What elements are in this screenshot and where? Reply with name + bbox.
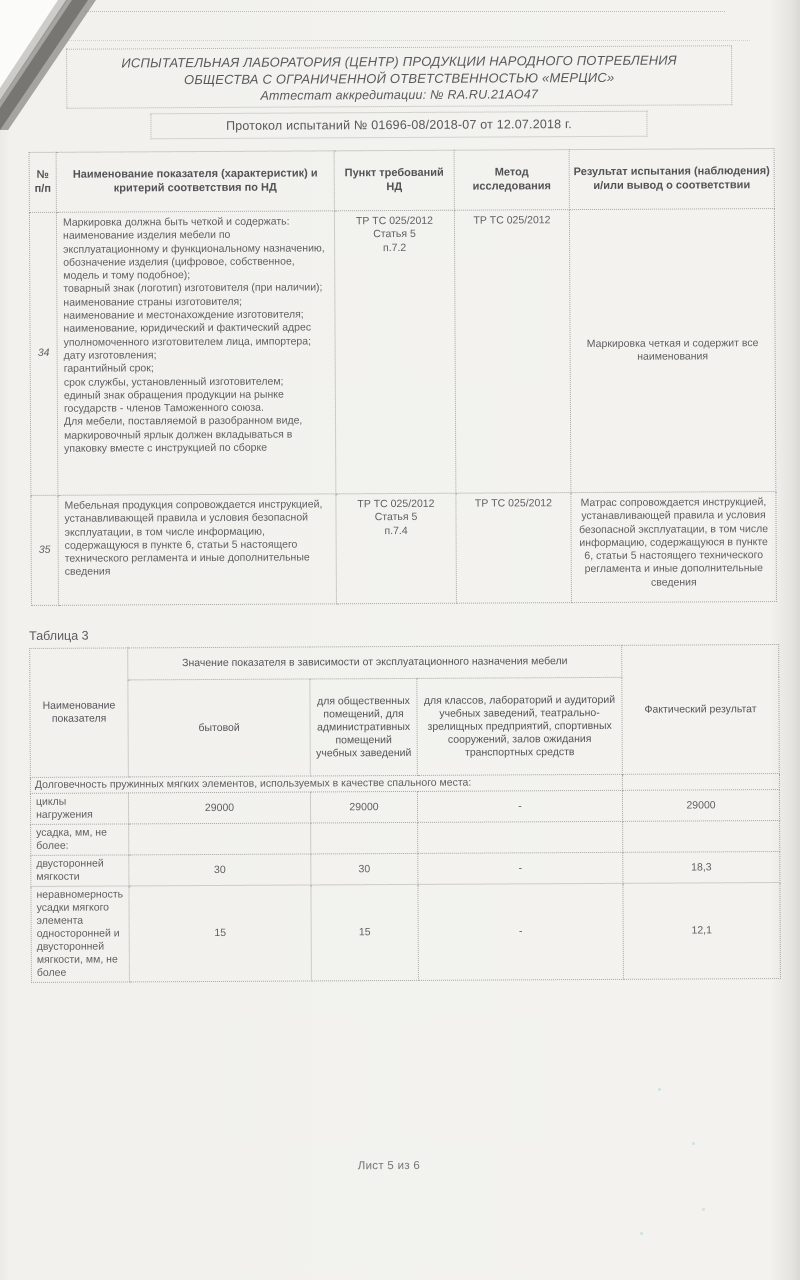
table-row-34: [29, 209, 775, 496]
clause-cell: ТР ТС 025/2012 Статья 5 п.7.2: [334, 210, 455, 494]
table3-label: Таблица 3: [29, 628, 89, 643]
method-cell: ТР ТС 025/2012: [456, 493, 572, 604]
value-cell: 30: [129, 854, 311, 886]
value-cell: -: [417, 790, 622, 822]
value-cell: -: [418, 883, 624, 980]
lab-name-line1: ИСПЫТАТЕЛЬНАЯ ЛАБОРАТОРИЯ (ЦЕНТР) ПРОДУКЦИИ НАРОДНОГО ПОТРЕБЛЕНИЯ: [121, 52, 677, 71]
value-cell: 29000: [310, 791, 417, 823]
table-row: [31, 883, 781, 983]
result-cell: Маркировка четкая и содержит все наименования: [569, 209, 775, 493]
indicator-name-cell: двусторонней мягкости: [31, 855, 129, 887]
col-header-method: Метод исследования: [454, 150, 569, 211]
accreditation-line: Аттестат аккредитации: № RA.RU.21AO47: [260, 87, 539, 103]
method-cell: ТР ТС 025/2012: [454, 210, 570, 494]
actual-result-cell: [623, 821, 780, 853]
protocol-title: Протокол испытаний № 01696-08/2018-07 от 12.07.2018 г.: [150, 111, 647, 140]
col-header-indicator-name: Наименование показателя: [30, 648, 129, 778]
table-row: [31, 821, 780, 856]
indicator-name-cell: циклы нагружения: [30, 793, 128, 825]
value-cell: [129, 823, 311, 855]
row-number: 35: [31, 495, 59, 605]
value-cell: -: [418, 852, 623, 884]
row-number: 34: [29, 212, 57, 495]
table1-header-row: [29, 149, 774, 213]
indicator-name-cell: неравномерность усадки мягкого элемента односторонней и двусторонней мягкости, мм, не более: [31, 886, 130, 983]
value-cell: [418, 821, 623, 853]
result-cell: Матрас сопровождается инструкцией, устанавливающей правила и условия безопасной эксплуатации, в том числе информацию, содержащуюся в пункте 6, статьи 5 настоящего технического регламента и иные дополнительные сведения: [571, 492, 777, 603]
durability-table: [29, 644, 781, 983]
col-header-result: Результат испытания (наблюдения) и/или вывод о соответствии: [569, 149, 774, 210]
col-header-num: № п/п: [29, 152, 56, 212]
section-title: Долговечность пружинных мягких элементов, используемых в качестве спального места:: [30, 774, 622, 793]
actual-result-cell: 12,1: [623, 883, 781, 980]
lab-header-box: [66, 45, 732, 108]
test-results-table: [29, 148, 777, 606]
indicator-cell: Мебельная продукция сопровождается инструкцией, устанавливающей правила и условия безопасной эксплуатации, в том числе информацию, содержащуюся в пункте 6, статьи 5 настоящего технического регламента и иные дополнительные сведения: [58, 494, 337, 605]
empty-cell: [622, 774, 779, 791]
col-header-indicator: Наименование показателя (характеристик) и критерий соответствия по НД: [56, 151, 334, 212]
col-header-household: бытовой: [128, 679, 311, 777]
col-header-clause: Пункт требований НД: [334, 150, 454, 211]
actual-result-cell: 18,3: [623, 852, 780, 884]
col-header-classrooms: для классов, лабораторий и аудиторий учебных заведений, театрально-зрелищных предприятий, спортивных сооружений, залов ожидания транспортных средств: [417, 677, 623, 775]
col-header-public: для общественных помещений, для административных помещений учебных заведений: [310, 678, 418, 776]
col-header-group: Значение показателя в зависимости от эксплуатационного назначения мебели: [128, 645, 622, 680]
value-cell: 15: [129, 885, 312, 982]
lab-name-line2: ОБЩЕСТВА С ОГРАНИЧЕННОЙ ОТВЕТСТВЕННОСТЬЮ «МЕРЦИС»: [183, 69, 615, 87]
value-cell: [311, 822, 418, 854]
indicator-cell: Маркировка должна быть четкой и содержать: наименование изделия мебели по эксплуатационному и функциональному назначению, обозначение изделия (цифровое, собственное, модель и тому подобное); товарный знак (логотип) изготовителя (при наличии); наименование страны изготовителя; наименование и местонахождение изготовителя; наименование, юридический и фактический адрес уполномоченного изготовителем лица, импортера; дату изготовления; гарантийный срок; срок службы, установленный изготовителем; единый знак обращения продукции на рынке государств - членов Таможенного союза. Для мебели, поставляемой в разобранном виде, маркировочный ярлык должен вкладываться в упаковку вместе с инструкцией по сборке: [56, 211, 335, 495]
table-row: [30, 790, 779, 825]
value-cell: 30: [311, 853, 418, 885]
clause-cell: ТР ТС 025/2012 Статья 5 п.7.4: [336, 493, 457, 604]
value-cell: 15: [311, 884, 419, 981]
indicator-name-cell: усадка, мм, не более:: [31, 824, 129, 856]
table-row: [31, 852, 780, 887]
table-row-35: [31, 492, 777, 606]
value-cell: 29000: [128, 792, 310, 824]
page-number: Лист 5 из 6: [357, 1159, 421, 1173]
table3-group-header-row: [30, 645, 779, 681]
actual-result-cell: 29000: [622, 790, 779, 822]
col-header-actual-result: Фактический результат: [622, 645, 780, 775]
